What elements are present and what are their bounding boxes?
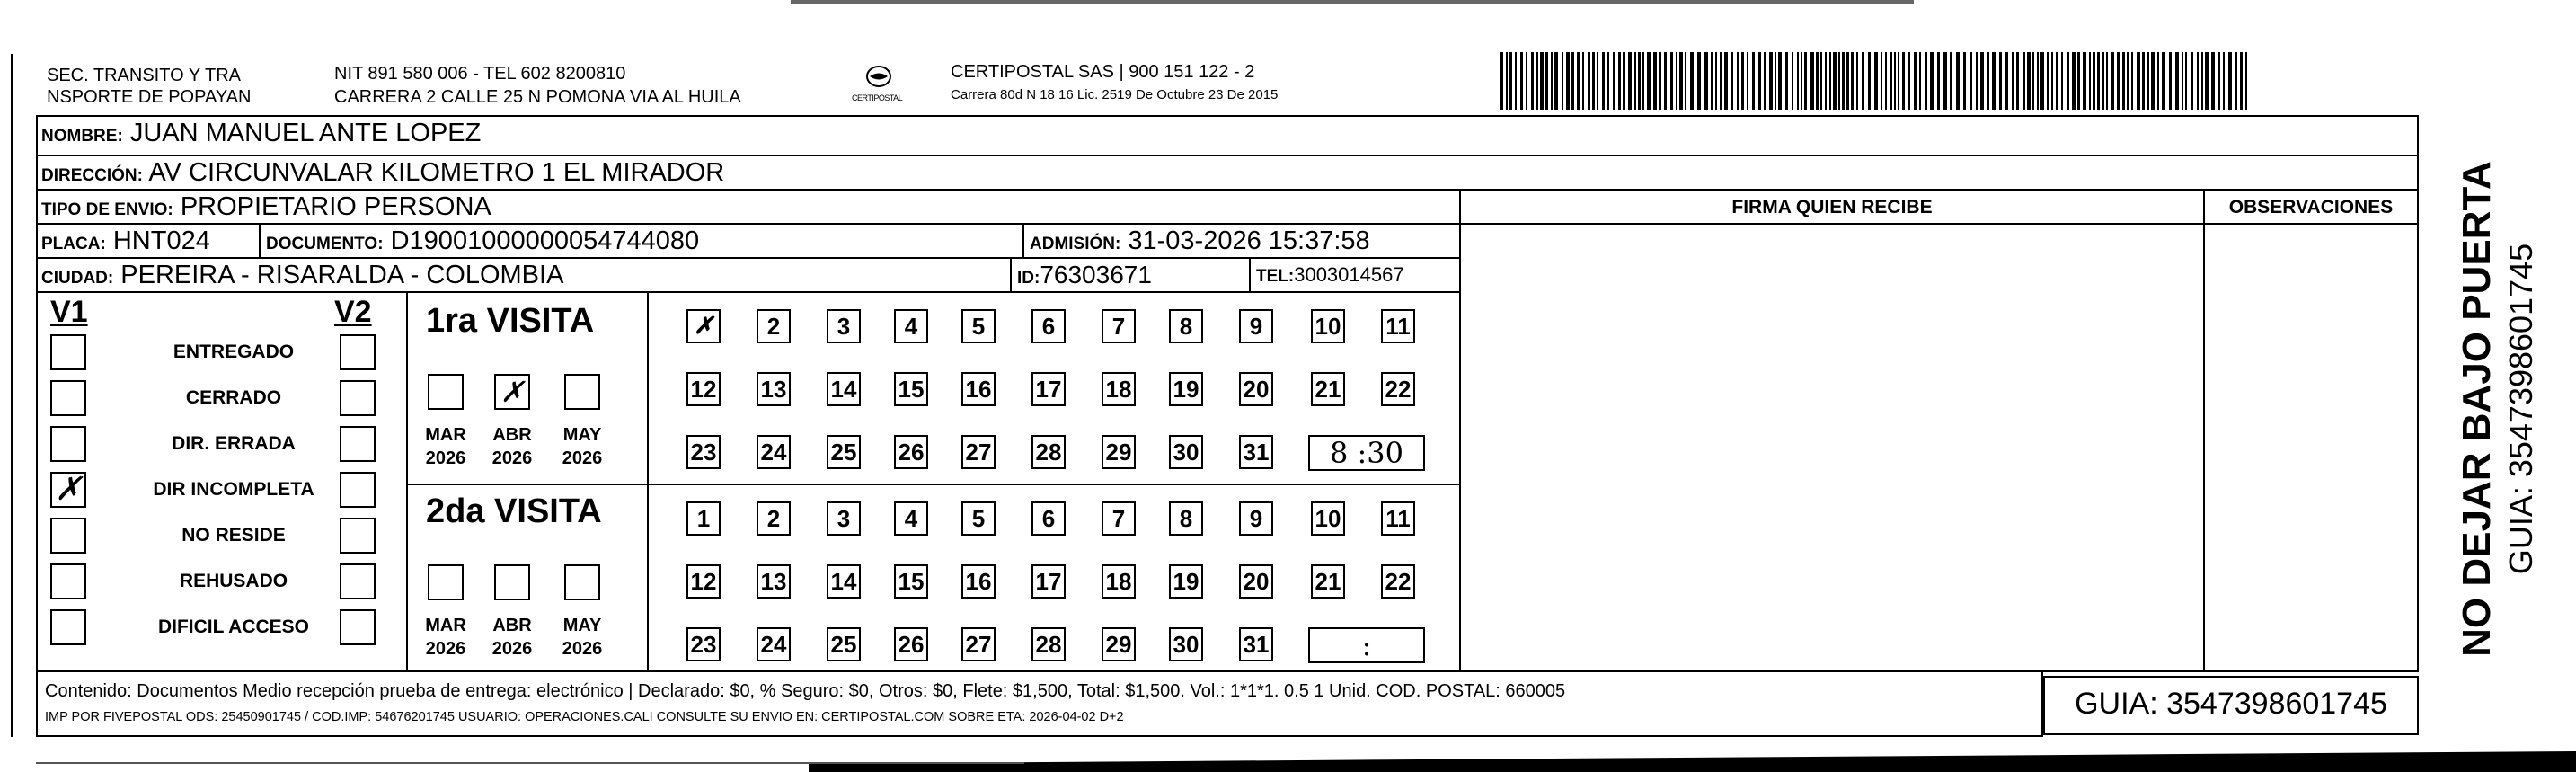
month-label: ABR bbox=[492, 616, 532, 635]
status-option-label: DIR. ERRADA bbox=[172, 433, 296, 454]
day-box-4[interactable]: 4 bbox=[894, 309, 928, 343]
day-box-18[interactable]: 18 bbox=[1102, 372, 1136, 406]
barcode-bar bbox=[1778, 52, 1782, 110]
day-box-31[interactable]: 31 bbox=[1239, 435, 1273, 469]
day-box-14[interactable]: 14 bbox=[827, 564, 861, 599]
barcode-bar bbox=[1566, 52, 1570, 110]
day-box-2[interactable]: 2 bbox=[757, 309, 791, 343]
tel-field: TEL:3003014567 bbox=[1256, 263, 1404, 286]
month-checkbox-mar[interactable] bbox=[428, 374, 464, 410]
barcode-bar bbox=[2151, 52, 2155, 110]
barcode-bar bbox=[2240, 52, 2243, 110]
barcode-bar bbox=[1500, 52, 1503, 110]
barcode-bar bbox=[1715, 52, 1717, 110]
day-box-21[interactable]: 21 bbox=[1311, 372, 1345, 406]
barcode-bar bbox=[2037, 52, 2039, 110]
barcode-bar bbox=[1976, 52, 1978, 110]
month-label: MAR bbox=[425, 616, 466, 635]
scan-artifact-top bbox=[791, 0, 1914, 4]
barcode-bar bbox=[2157, 52, 2159, 110]
barcode-bar bbox=[1690, 52, 1694, 110]
v2-label: V2 bbox=[334, 295, 372, 329]
day-box-30[interactable]: 30 bbox=[1169, 435, 1203, 469]
barcode-bar bbox=[1925, 52, 1927, 110]
barcode-bar bbox=[1731, 52, 1733, 110]
barcode-bar bbox=[2182, 52, 2183, 110]
status-v2-checkbox[interactable] bbox=[340, 563, 376, 599]
documento-field: DOCUMENTO: D19001000000054744080 bbox=[266, 226, 700, 255]
day-box-3[interactable]: 3 bbox=[827, 309, 861, 343]
barcode-bar bbox=[2142, 52, 2145, 110]
barcode-bar bbox=[1792, 52, 1793, 110]
status-divider bbox=[406, 293, 408, 670]
barcode-bar bbox=[1752, 52, 1755, 110]
day-box-23[interactable]: 23 bbox=[686, 627, 721, 661]
barcode-bar bbox=[2137, 52, 2140, 110]
barcode-bar bbox=[1816, 52, 1819, 110]
month-year-label: 2026 bbox=[562, 639, 603, 659]
barcode-bar bbox=[1602, 52, 1605, 110]
barcode-bar bbox=[1862, 52, 1864, 110]
barcode-bar bbox=[1526, 52, 1527, 110]
barcode-bar bbox=[2205, 52, 2209, 110]
row-ciudad: CIUDAD: PEREIRA - RISARALDA - COLOMBIA bbox=[38, 259, 1459, 293]
placa-divider bbox=[259, 225, 261, 259]
barcode-bar bbox=[2072, 52, 2076, 110]
barcode-bar bbox=[1885, 52, 1887, 110]
status-v2-checkbox[interactable] bbox=[340, 472, 376, 508]
barcode-bar bbox=[2127, 52, 2129, 110]
barcode-bar bbox=[1801, 52, 1802, 110]
barcode-bar bbox=[1554, 52, 1558, 110]
barcode-bar bbox=[1758, 52, 1761, 110]
barcode-bar bbox=[1679, 52, 1683, 110]
day-box-27[interactable]: 27 bbox=[961, 627, 996, 661]
day-box-20[interactable]: 20 bbox=[1239, 372, 1273, 406]
visit-time-box[interactable]: 8 :30 bbox=[1308, 435, 1425, 471]
barcode-bar bbox=[1697, 52, 1701, 110]
day-box-28[interactable]: 28 bbox=[1031, 435, 1066, 469]
barcode-bar bbox=[2093, 52, 2095, 110]
barcode-bar bbox=[2185, 52, 2187, 110]
barcode-bar bbox=[2122, 52, 2125, 110]
day-box-10[interactable]: 10 bbox=[1311, 309, 1345, 343]
first-visit-title: 1ra VISITA bbox=[426, 302, 595, 340]
status-option-label: CERRADO bbox=[185, 387, 282, 408]
barcode-bar bbox=[1545, 52, 1548, 110]
status-v1-checkbox[interactable] bbox=[50, 380, 86, 416]
day-box-4[interactable]: 4 bbox=[894, 501, 928, 536]
document-number: D19001000000054744080 bbox=[390, 226, 700, 255]
barcode-bar bbox=[1963, 52, 1966, 110]
day-box-3[interactable]: 3 bbox=[827, 501, 861, 536]
recipient-phone: 3003014567 bbox=[1294, 263, 1404, 286]
barcode-bar bbox=[1894, 52, 1896, 110]
barcode-bar bbox=[1890, 52, 1892, 110]
id-field: ID:76303671 bbox=[1017, 261, 1152, 288]
city: PEREIRA - RISARALDA - COLOMBIA bbox=[120, 261, 564, 289]
barcode-bar bbox=[1829, 52, 1831, 110]
barcode-bar bbox=[1987, 52, 1989, 110]
barcode-bar bbox=[2023, 52, 2025, 110]
plate-number: HNT024 bbox=[112, 226, 210, 255]
barcode-bar bbox=[1943, 52, 1947, 110]
day-box-16[interactable]: 16 bbox=[961, 564, 996, 599]
day-box-25[interactable]: 25 bbox=[827, 435, 861, 469]
barcode-bar bbox=[2040, 52, 2044, 110]
day-box-18[interactable]: 18 bbox=[1102, 564, 1136, 599]
sender-line-1: SEC. TRANSITO Y TRA bbox=[47, 66, 241, 85]
day-box-5[interactable]: 5 bbox=[961, 501, 996, 536]
barcode-bar bbox=[1908, 52, 1910, 110]
barcode-bar bbox=[2061, 52, 2063, 110]
month-checkbox-may[interactable] bbox=[564, 564, 600, 600]
day-box-17[interactable]: 17 bbox=[1031, 372, 1066, 406]
barcode-bar bbox=[1597, 52, 1598, 110]
barcode-bar bbox=[2169, 52, 2172, 110]
nit-line: NIT 891 580 006 - TEL 602 8200810 bbox=[334, 64, 626, 84]
barcode-bar bbox=[2032, 52, 2034, 110]
barcode-bar bbox=[1842, 52, 1845, 110]
barcode-bar bbox=[2223, 52, 2225, 110]
barcode-bar bbox=[1670, 52, 1673, 110]
barcode-bar bbox=[1797, 52, 1799, 110]
firma-column-left-border bbox=[1459, 191, 1461, 670]
day-box-31[interactable]: 31 bbox=[1239, 627, 1273, 661]
day-box-10[interactable]: 10 bbox=[1311, 501, 1345, 536]
barcode-bar bbox=[1898, 52, 1899, 110]
scan-artifact-bottom bbox=[809, 751, 2576, 772]
barcode-bar bbox=[1950, 52, 1952, 110]
admision-field: ADMISIÓN: 31-03-2026 15:37:58 bbox=[1030, 226, 1370, 255]
barcode-bar bbox=[1741, 52, 1744, 110]
row-direccion: DIRECCIÓN: AV CIRCUNVALAR KILOMETRO 1 EL MIRADOR bbox=[38, 156, 2417, 191]
barcode-bar bbox=[2047, 52, 2049, 110]
second-visit-title: 2da VISITA bbox=[426, 492, 602, 530]
barcode-bar bbox=[1881, 52, 1882, 110]
barcode-bar bbox=[2067, 52, 2069, 110]
day-box-1[interactable]: ✗ bbox=[686, 309, 721, 343]
tel-divider bbox=[1249, 259, 1251, 293]
day-box-12[interactable]: 12 bbox=[686, 372, 721, 406]
barcode-bar bbox=[2089, 52, 2091, 110]
barcode-bar bbox=[1536, 52, 1538, 110]
day-box-9[interactable]: 9 bbox=[1239, 501, 1273, 536]
barcode-bar bbox=[1618, 52, 1621, 110]
barcode-bar bbox=[1647, 52, 1651, 110]
day-box-24[interactable]: 24 bbox=[757, 627, 791, 661]
barcode-bar bbox=[2245, 52, 2247, 110]
barcode-bar bbox=[2131, 52, 2133, 110]
barcode-bar bbox=[2012, 52, 2014, 110]
day-box-26[interactable]: 26 bbox=[894, 435, 928, 469]
admission-date: 31-03-2026 15:37:58 bbox=[1128, 226, 1370, 255]
barcode-bar bbox=[1737, 52, 1739, 110]
barcode-bar bbox=[1664, 52, 1667, 110]
day-box-12[interactable]: 12 bbox=[686, 564, 721, 599]
barcode-bar bbox=[2005, 52, 2008, 110]
barcode-bar bbox=[2147, 52, 2149, 110]
status-option-label: NO RESIDE bbox=[181, 525, 286, 546]
status-option-label: REHUSADO bbox=[179, 571, 288, 591]
day-box-13[interactable]: 13 bbox=[757, 372, 791, 406]
row-tipo: TIPO DE ENVIO: PROPIETARIO PERSONA bbox=[38, 191, 1459, 225]
sender-line-2: NSPORTE DE POPAYAN bbox=[47, 87, 252, 107]
sender-address: CARRERA 2 CALLE 25 N POMONA VIA AL HUILA bbox=[334, 87, 741, 107]
barcode-bar bbox=[1676, 52, 1677, 110]
v1-label: V1 bbox=[50, 295, 88, 329]
barcode-bar bbox=[2117, 52, 2120, 110]
month-label: MAY bbox=[562, 425, 602, 445]
barcode-bar bbox=[1992, 52, 1996, 110]
day-box-23[interactable]: 23 bbox=[686, 435, 721, 469]
barcode-bar bbox=[2201, 52, 2203, 110]
barcode-bar bbox=[1999, 52, 2002, 110]
barcode-bar bbox=[1659, 52, 1661, 110]
barcode-bar bbox=[1515, 52, 1517, 110]
barcode-bar bbox=[1846, 52, 1849, 110]
barcode-bar bbox=[1825, 52, 1827, 110]
day-box-14[interactable]: 14 bbox=[827, 372, 861, 406]
barcode-bar bbox=[1810, 52, 1814, 110]
day-box-2[interactable]: 2 bbox=[757, 501, 791, 536]
barcode-bar bbox=[1856, 52, 1858, 110]
barcode bbox=[1500, 52, 2251, 110]
barcode-bar bbox=[1571, 52, 1574, 110]
barcode-bar bbox=[2211, 52, 2215, 110]
barcode-bar bbox=[2106, 52, 2108, 110]
barcode-bar bbox=[1804, 52, 1807, 110]
barcode-bar bbox=[2027, 52, 2031, 110]
day-box-16[interactable]: 16 bbox=[961, 372, 996, 406]
barcode-bar bbox=[1868, 52, 1871, 110]
status-v2-checkbox[interactable] bbox=[340, 518, 376, 554]
day-box-7[interactable]: 7 bbox=[1102, 501, 1136, 536]
barcode-bar bbox=[1711, 52, 1713, 110]
month-checkbox-abr[interactable] bbox=[494, 564, 530, 600]
day-box-27[interactable]: 27 bbox=[961, 435, 996, 469]
firma-header: FIRMA QUIEN RECIBE bbox=[1731, 197, 1933, 217]
day-box-7[interactable]: 7 bbox=[1102, 309, 1136, 343]
barcode-bar bbox=[1577, 52, 1580, 110]
barcode-bar bbox=[2162, 52, 2165, 110]
recipient-address: AV CIRCUNVALAR KILOMETRO 1 EL MIRADOR bbox=[148, 158, 725, 187]
carrier-line-1: CERTIPOSTAL SAS | 900 151 122 - 2 bbox=[951, 62, 1255, 82]
barcode-bar bbox=[1970, 52, 1972, 110]
barcode-bar bbox=[1582, 52, 1584, 110]
day-box-11[interactable]: 11 bbox=[1381, 309, 1415, 343]
status-v2-checkbox[interactable] bbox=[340, 609, 376, 645]
status-v2-checkbox[interactable] bbox=[340, 380, 376, 416]
recipient-name: JUAN MANUEL ANTE LOPEZ bbox=[129, 119, 482, 147]
day-box-11[interactable]: 11 bbox=[1381, 501, 1415, 536]
barcode-bar bbox=[1704, 52, 1708, 110]
day-box-28[interactable]: 28 bbox=[1031, 627, 1066, 661]
status-v1-checkbox[interactable] bbox=[50, 563, 86, 599]
barcode-bar bbox=[1902, 52, 1905, 110]
month-label: ABR bbox=[492, 425, 532, 445]
id-divider bbox=[1010, 259, 1012, 293]
status-option-label: DIR INCOMPLETA bbox=[153, 479, 314, 500]
visit-time-box[interactable]: : bbox=[1308, 627, 1425, 663]
carrier-line-2: Carrera 80d N 18 16 Lic. 2519 De Octubre 23 De 2015 bbox=[951, 87, 1279, 102]
day-box-1[interactable]: 1 bbox=[686, 501, 721, 536]
barcode-bar bbox=[2111, 52, 2114, 110]
day-box-6[interactable]: 6 bbox=[1031, 309, 1066, 343]
day-box-9[interactable]: 9 bbox=[1239, 309, 1273, 343]
barcode-bar bbox=[1720, 52, 1722, 110]
day-box-15[interactable]: 15 bbox=[894, 372, 928, 406]
barcode-bar bbox=[1851, 52, 1854, 110]
footer-guia-number: GUIA: 3547398601745 bbox=[2075, 687, 2387, 721]
barcode-bar bbox=[1930, 52, 1934, 110]
barcode-bar bbox=[2097, 52, 2100, 110]
barcode-bar bbox=[2191, 52, 2193, 110]
day-box-5[interactable]: 5 bbox=[961, 309, 996, 343]
barcode-bar bbox=[1775, 52, 1776, 110]
status-v2-checkbox[interactable] bbox=[340, 426, 376, 462]
month-year-label: 2026 bbox=[425, 639, 466, 659]
barcode-bar bbox=[2051, 52, 2053, 110]
status-option-label: ENTREGADO bbox=[173, 342, 295, 362]
month-year-label: 2026 bbox=[562, 448, 603, 468]
barcode-bar bbox=[1914, 52, 1917, 110]
barcode-bar bbox=[1628, 52, 1632, 110]
barcode-bar bbox=[1833, 52, 1837, 110]
day-box-19[interactable]: 19 bbox=[1169, 372, 1203, 406]
barcode-bar bbox=[1785, 52, 1788, 110]
day-box-19[interactable]: 19 bbox=[1169, 564, 1203, 599]
barcode-bar bbox=[1769, 52, 1773, 110]
scan-artifact-left bbox=[0, 54, 13, 737]
barcode-bar bbox=[2175, 52, 2179, 110]
barcode-bar bbox=[1980, 52, 1984, 110]
barcode-bar bbox=[1520, 52, 1523, 110]
day-box-30[interactable]: 30 bbox=[1169, 627, 1203, 661]
barcode-bar bbox=[1653, 52, 1657, 110]
side-guia: GUIA: 3547398601745 bbox=[2502, 243, 2539, 575]
day-box-29[interactable]: 29 bbox=[1102, 627, 1136, 661]
barcode-bar bbox=[1634, 52, 1636, 110]
side-warning: NO DEJAR BAJO PUERTA bbox=[2455, 161, 2499, 657]
day-box-26[interactable]: 26 bbox=[894, 627, 928, 661]
barcode-bar bbox=[1540, 52, 1544, 110]
barcode-bar bbox=[1588, 52, 1590, 110]
month-year-label: 2026 bbox=[491, 639, 533, 659]
status-v1-checkbox[interactable] bbox=[50, 426, 86, 462]
visit-divider bbox=[406, 484, 1459, 485]
scan-artifact-bottom-line bbox=[36, 762, 1024, 764]
barcode-bar bbox=[2235, 52, 2237, 110]
recipient-id: 76303671 bbox=[1040, 261, 1152, 288]
barcode-bar bbox=[1820, 52, 1822, 110]
month-checkbox-abr[interactable]: ✗ bbox=[494, 374, 530, 410]
barcode-bar bbox=[1638, 52, 1641, 110]
barcode-bar bbox=[1623, 52, 1625, 110]
day-box-6[interactable]: 6 bbox=[1031, 501, 1066, 536]
shipping-type: PROPIETARIO PERSONA bbox=[180, 192, 491, 221]
barcode-bar bbox=[1838, 52, 1840, 110]
day-box-22[interactable]: 22 bbox=[1381, 564, 1415, 599]
barcode-bar bbox=[2218, 52, 2220, 110]
barcode-bar bbox=[1607, 52, 1609, 110]
barcode-bar bbox=[2197, 52, 2199, 110]
barcode-bar bbox=[1874, 52, 1878, 110]
barcode-bar bbox=[2228, 52, 2232, 110]
day-box-22[interactable]: 22 bbox=[1381, 372, 1415, 406]
barcode-bar bbox=[1642, 52, 1644, 110]
day-box-13[interactable]: 13 bbox=[757, 564, 791, 599]
day-box-25[interactable]: 25 bbox=[827, 627, 861, 661]
day-box-21[interactable]: 21 bbox=[1311, 564, 1345, 599]
status-v1-checkbox[interactable] bbox=[50, 609, 86, 645]
barcode-bar bbox=[1562, 52, 1563, 110]
barcode-bar bbox=[2102, 52, 2104, 110]
certipostal-logo: CERTIPOSTAL bbox=[854, 63, 904, 104]
month-year-label: 2026 bbox=[491, 448, 533, 468]
barcode-bar bbox=[2083, 52, 2086, 110]
barcode-bar bbox=[1531, 52, 1534, 110]
admision-divider bbox=[1022, 225, 1024, 259]
footer-contents: Contenido: Documentos Medio recepción prueba de entrega: electrónico | Declarado: $0, % Seguro: $0, Otros: $0, Flete: $1,500, Total: $1,500. Vol.: 1*1*1. 0.5 1 Unid. COD. POSTAL: 660005 bbox=[45, 681, 1566, 701]
firma-header-divider bbox=[1461, 223, 2417, 225]
day-box-29[interactable]: 29 bbox=[1102, 435, 1136, 469]
day-box-8[interactable]: 8 bbox=[1169, 309, 1203, 343]
barcode-bar bbox=[1685, 52, 1686, 110]
day-box-8[interactable]: 8 bbox=[1169, 501, 1203, 536]
barcode-bar bbox=[2056, 52, 2058, 110]
barcode-bar bbox=[1613, 52, 1615, 110]
barcode-bar bbox=[2077, 52, 2080, 110]
status-v1-checkbox[interactable] bbox=[50, 518, 86, 554]
barcode-bar bbox=[1724, 52, 1728, 110]
barcode-bar bbox=[1506, 52, 1508, 110]
barcode-bar bbox=[2016, 52, 2019, 110]
barcode-bar bbox=[1937, 52, 1940, 110]
day-box-20[interactable]: 20 bbox=[1239, 564, 1273, 599]
day-box-17[interactable]: 17 bbox=[1031, 564, 1066, 599]
barcode-bar bbox=[1509, 52, 1512, 110]
month-label: MAY bbox=[562, 616, 602, 635]
barcode-bar bbox=[1919, 52, 1921, 110]
status-option-label: DIFICIL ACCESO bbox=[157, 617, 309, 637]
footer-print-info: IMP POR FIVEPOSTAL ODS: 25450901745 / COD.IMP: 54676201745 USUARIO: OPERACIONES.CALI CONSULTE SU ENVIO EN: CERTIPOSTAL.COM SOBRE ETA: 2026-04-02 D+2 bbox=[45, 710, 1124, 724]
barcode-bar bbox=[1592, 52, 1595, 110]
barcode-bar bbox=[1764, 52, 1766, 110]
days-divider bbox=[647, 293, 649, 670]
status-v2-checkbox[interactable] bbox=[340, 334, 376, 370]
status-v1-checkbox[interactable] bbox=[50, 334, 86, 370]
barcode-bar bbox=[1956, 52, 1960, 110]
row-nombre: NOMBRE: JUAN MANUEL ANTE LOPEZ bbox=[38, 117, 2417, 156]
observaciones-column-left-border bbox=[2203, 191, 2205, 670]
barcode-bar bbox=[1747, 52, 1748, 110]
footer-frame bbox=[36, 670, 2043, 737]
barcode-bar bbox=[1551, 52, 1553, 110]
status-v1-checkbox[interactable]: ✗ bbox=[50, 472, 86, 508]
observaciones-header: OBSERVACIONES bbox=[2228, 197, 2394, 217]
day-box-24[interactable]: 24 bbox=[757, 435, 791, 469]
month-year-label: 2026 bbox=[425, 448, 466, 468]
month-checkbox-mar[interactable] bbox=[428, 564, 464, 600]
month-label: MAR bbox=[425, 425, 466, 445]
day-box-15[interactable]: 15 bbox=[894, 564, 928, 599]
month-checkbox-may[interactable] bbox=[564, 374, 600, 410]
row-placa: PLACA: HNT024 bbox=[38, 225, 1459, 259]
